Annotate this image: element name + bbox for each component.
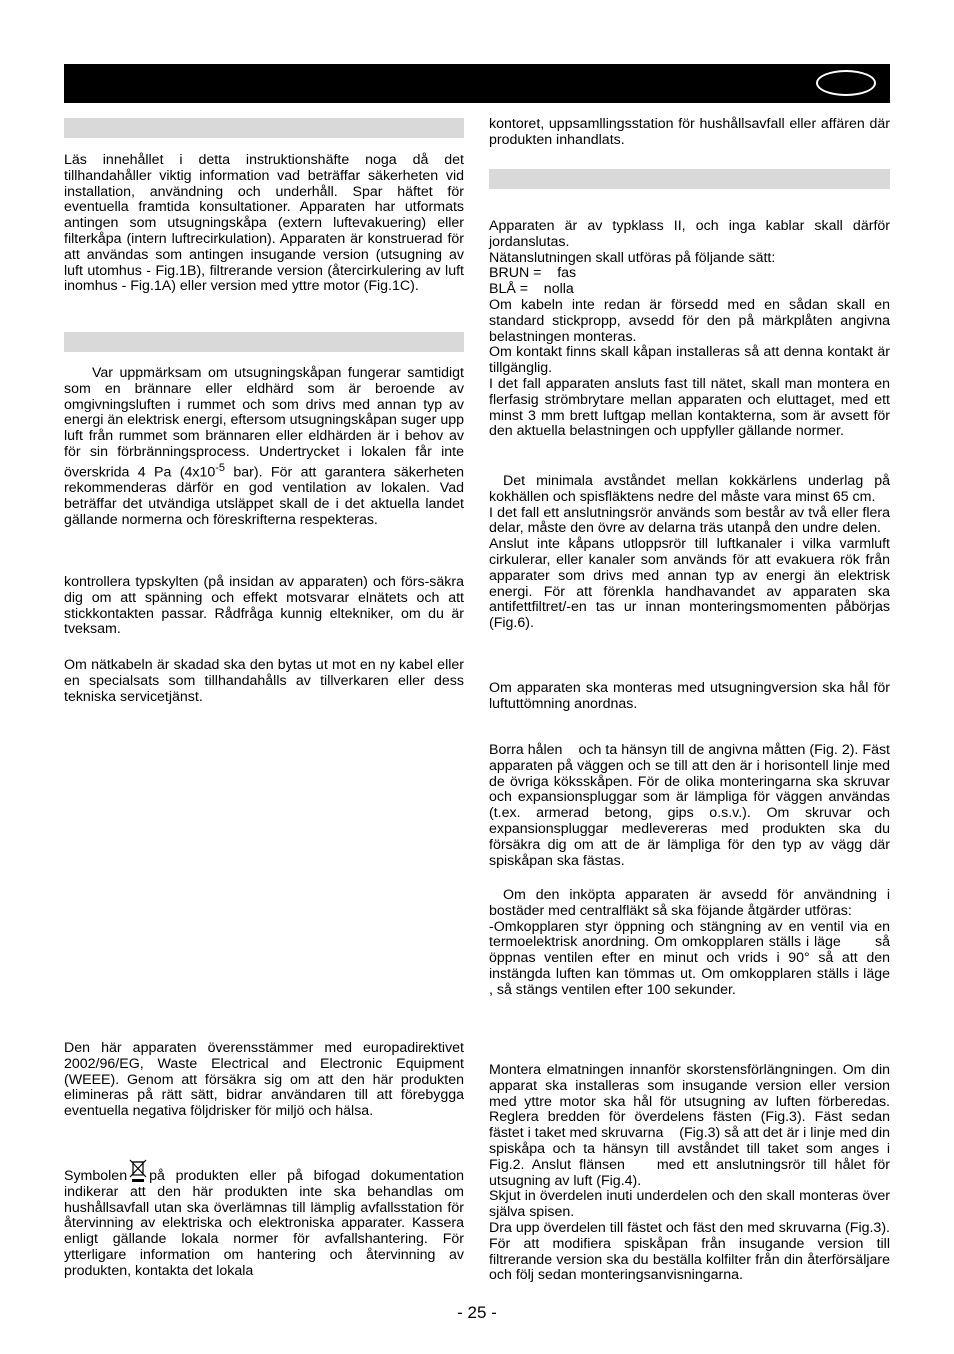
symbol-text-a: Symbolen	[64, 1168, 128, 1184]
electrical-text-2: Nätanslutningen skall utföras på följande sätt:	[489, 249, 776, 266]
check-text: kontrollera typskylten (på insidan av apparaten) och förs-säkra dig om att spänning och effekt motsvarar elnätets och att stickkontakten passar. Rådfråga kunnig eltekniker, om du är tveksam.	[64, 574, 464, 638]
electrical-text-5: I det fall apparaten ansluts fast till nätet, skall man montera en flerfasig strömbrytare mellan apparaten och eluttaget, med ett minst 3 mm brett luftgap mellan kontakterna, som är avsett för den aktuella belastningen och uppfyller gällande normer.	[489, 375, 890, 440]
page-number: - 25 -	[457, 1303, 497, 1322]
electrical-text-3: Om kabeln inte redan är försedd med en sådan skall en standard stickpropp, avsedd för den på märkplåten angivna belastningen monteras.	[489, 296, 890, 345]
warning-paragraph	[64, 366, 464, 529]
wall-mount-paragraph	[489, 742, 894, 869]
warning-text-a: Var uppmärksam om utsugningskåpan fungerar samtidigt som en brännare eller eldhärd som är beroende av omgivningsluften i rummet och som drivs med annan typ av energi än elektrisk energi, eftersom utsugningskåpan suger upp luft från rummet som brännaren eller eldhärden är i behov av för sin förbränningsprocess. Undertrycket i lokalen får inte överskrida 4 Pa (4x10	[64, 365, 464, 481]
check-paragraph	[64, 575, 464, 638]
continuation-text: kontoret, uppsamllingsstation för hushållsavfall eller affären där produkten inhandlats.	[489, 116, 890, 148]
weee-text: Den här apparaten överensstämmer med europadirektivet 2002/96/EG, Waste Electrical and Electronic Equipment (WEEE). Genom att försäkra sig om att den här produkten elimineras på rätt sätt, bidrar användaren till att förebygga eventuella negativa följdrisker för miljö och hälsa.	[64, 1040, 464, 1120]
section-bar-instructions	[64, 118, 464, 138]
electrical-section	[489, 219, 890, 440]
mounting-text-3: Anslut inte kåpans utloppsrör till luftkanaler i vilka varmluft cirkulerar, eller kanaler som används för att evakuera rök från apparater som drivs med annan typ av energi än elektrisk energi. För att förenkla handhavandet av apparaten ska antifettfiltret/-en tas ur innan monteringsmomenten påbörjas (Fig.6).	[489, 536, 890, 632]
mounting-text-2: I det fall ett anslutningsrör används som består av två eller flera delar, måste den övre av delarna träs utanpå den undre delen.	[489, 504, 890, 537]
exhaust-text: Om apparaten ska monteras med utsugningversion ska hål för luftuttömning anordnas.	[489, 680, 890, 712]
section-bar-warnings	[64, 332, 464, 352]
central-fan-text: Om den inköpta apparaten är avsedd för användning i bostäder med centralfläkt så ska föjande åtgärder utföras:	[489, 887, 890, 919]
warning-text	[64, 366, 464, 529]
central-fan-section	[489, 887, 922, 999]
intro-text: Läs innehållet i detta instruktionshäfte noga då det tillhandahåller viktig information vad beträffar säkerheten vid installation, användning och underhåll. Spar häftet för eventuella framtida konsultationer. Apparaten har utformats antingen som utsugningskåpa (extern luftevakuering) eller filterkåpa (intern luftrecirkulation). Apparaten är konstruerad för att användas som antingen insugande version (utsugning av luft utomhus - Fig.1B), filtrerande version (återcirkulering av luft inomhus - Fig.1A) eller version med yttre motor (Fig.1C).	[64, 152, 464, 295]
mounting-section	[489, 474, 890, 632]
cable-paragraph	[64, 658, 464, 705]
warning-text-b: bar). För att garantera säkerheten rekommenderas därför en god ventilation av lokalen. Vad beträffar det utvändiga utsläppet skall de i det aktuella landet gällande normerna och föreskrifterna respekteras.	[64, 464, 464, 528]
valve-text: -Omkopplaren styr öppning och stängning av en ventil via en termoelektrisk anordning. Om omkopplaren ställs i läge så öppnas ventilen efter en minut och vrids i 90° så att den instängda luften kan tömmas ut. Om omkopplaren ställs i läge , så stängs ventilen efter 100 sekunder.	[489, 918, 922, 998]
warning-exponent: -5	[215, 461, 226, 474]
language-badge	[816, 70, 876, 96]
electrical-text-1: Apparaten är av typklass II, och inga kablar skall därför jordanslutas.	[489, 218, 890, 250]
supply-text-3: Dra upp överdelen till fästet och fäst den med skruvarna (Fig.3). För att modifiera spiskåpan från insugande version till filtrerande version ska du beställa kolfilter från din återförsäljare och följ sedan monteringsanvisningarna.	[489, 1219, 890, 1284]
header-banner	[64, 64, 890, 103]
symbol-text	[64, 1159, 464, 1280]
supply-text-1: Montera elmatningen innanför skorstensförlängningen. Om din apparat ska installeras som insugande version eller version med yttre motor ska hål för utsugning av luften förberedas. Reglera bredden för överdelens fästen (Fig.3). Fäst sedan fästet i taket med skruvarna (Fig.3) så att det är i linje med din spiskåpa och ta hänsyn till avståndet till taket som anges i Fig.2. Anslut flänsen med ett anslutningsrör till hålet för utsugning av luft (Fig.4).	[489, 1062, 894, 1189]
symbol-text-b: på produkten eller på bifogad dokumentation indikerar att den här produkten inte ska behandlas om hushållsavfall utan ska överlämnas till lämplig avfallsstation för återvinning av elektriska och elektroniska apparater. Kassera enligt gällande lokala normer för avfallshantering. För ytterligare information om hantering och återvinning av produkten, kontakta det lokala	[64, 1168, 464, 1279]
wire-brown: BRUN = fas	[489, 265, 577, 282]
wall-mount-text: Borra hålen och ta hänsyn till de angivna måtten (Fig. 2). Fäst apparaten på väggen och se till att den är i horisontell linje med de övriga köksskåpen. För de olika monteringarna ska skruvar och expansionspluggar som är lämpliga för väggen användas (t.ex. armerad betong, gips o.s.v.). Om skruvar och expansionspluggar medlevereras med produkten ska du försäkra dig om att de är lämpliga för den typ av vägg där spiskåpan ska fästas.	[489, 742, 894, 869]
section-bar-electrical	[489, 169, 890, 189]
intro-paragraph	[64, 153, 464, 295]
mounting-text-1: Det minimala avståndet mellan kokkärlens underlag på kokhällen och spisfläktens nedre del måste vara minst 65 cm.	[489, 473, 890, 505]
crossed-bin-icon	[129, 1159, 147, 1183]
symbol-paragraph	[64, 1159, 464, 1280]
supply-section	[489, 1062, 894, 1284]
cable-text: Om nätkabeln är skadad ska den bytas ut mot en ny kabel eller en specialsats som tillhandahålls av tillverkaren eller dess tekniska servicetjänst.	[64, 657, 464, 705]
weee-paragraph	[64, 1041, 464, 1120]
exhaust-paragraph	[489, 681, 890, 713]
wire-blue: BLÅ = nolla	[489, 281, 574, 298]
supply-text-2: Skjut in överdelen inuti underdelen och den skall monteras över själva spisen.	[489, 1188, 890, 1221]
continuation-paragraph	[489, 117, 890, 149]
electrical-text-4: Om kontakt finns skall kåpan installeras så att denna kontakt är tillgänglig.	[489, 344, 890, 377]
